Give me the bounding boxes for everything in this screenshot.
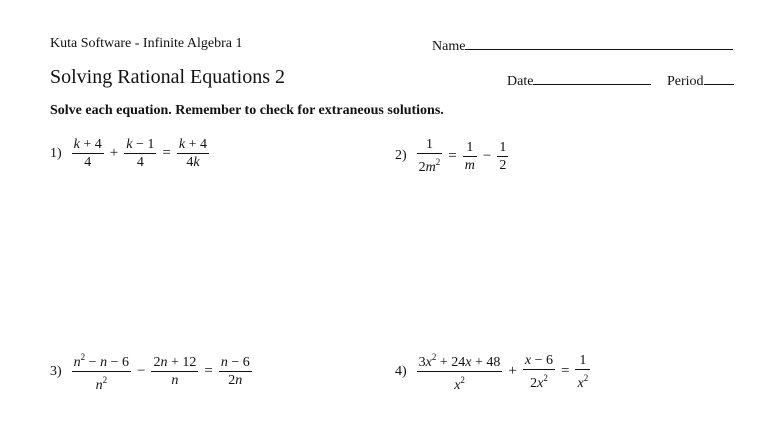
fraction — [124, 136, 156, 171]
denominator: $x^2$ — [577, 372, 589, 391]
fraction — [463, 139, 477, 174]
numerator: 1 — [425, 137, 433, 152]
denominator: $n^2$ — [95, 375, 108, 393]
problem-number: 3) — [50, 363, 62, 379]
operator: − — [136, 363, 146, 379]
numerator: 1 — [499, 139, 507, 155]
denominator: m — [464, 157, 475, 173]
numerator: k + 4 — [178, 137, 207, 152]
name-blank[interactable] — [465, 36, 733, 50]
denominator: $x^2$ — [454, 375, 465, 393]
denominator: 4 — [84, 155, 92, 170]
date-field[interactable] — [507, 71, 651, 90]
denominator: 4k — [186, 155, 200, 170]
problem-number: 2) — [395, 148, 407, 163]
fraction — [575, 352, 590, 392]
fraction — [72, 349, 131, 394]
date-blank[interactable] — [533, 71, 651, 85]
operator: + — [508, 363, 517, 379]
numerator: $n^2 - n - 6$ — [73, 352, 129, 370]
fraction — [177, 136, 209, 171]
problem-1 — [50, 136, 211, 171]
problem-3 — [50, 349, 254, 394]
numerator: k + 4 — [73, 137, 102, 152]
problem-number: 1) — [50, 145, 62, 161]
name-field[interactable] — [432, 36, 733, 55]
operator: = — [561, 363, 570, 379]
fraction — [151, 354, 198, 389]
numerator: $3x^2 + 24x + 48$ — [418, 352, 501, 370]
operator: − — [482, 147, 492, 164]
fraction — [523, 352, 555, 392]
fraction — [497, 139, 508, 174]
operator: + — [109, 145, 119, 161]
period-label: Period — [667, 74, 704, 89]
numerator: n − 6 — [220, 355, 250, 370]
fraction — [417, 136, 443, 176]
operator: = — [204, 363, 213, 379]
name-label: Name — [432, 39, 466, 54]
denominator: 2n — [228, 373, 243, 388]
problem-4 — [395, 349, 592, 394]
denominator: 2 — [499, 157, 507, 173]
numerator: k − 1 — [126, 137, 155, 152]
denominator: $2x^2$ — [530, 372, 548, 391]
publisher-label: Kuta Software - Infinite Algebra 1 — [50, 36, 243, 51]
denominator: $2m^2$ — [418, 157, 441, 175]
period-blank[interactable] — [704, 71, 734, 85]
numerator: 1 — [466, 139, 474, 155]
fraction — [219, 354, 252, 389]
operator: = — [448, 147, 457, 164]
problem-2 — [395, 136, 510, 176]
fraction — [417, 349, 503, 394]
numerator: x − 6 — [524, 352, 554, 368]
problem-number: 4) — [395, 363, 407, 379]
numerator: 1 — [579, 352, 587, 368]
worksheet-title: Solving Rational Equations 2 — [50, 66, 285, 88]
instructions: Solve each equation. Remember to check for extraneous solutions. — [50, 103, 444, 118]
fraction — [72, 136, 104, 171]
denominator: 4 — [136, 155, 144, 170]
numerator: 2n + 12 — [153, 355, 197, 370]
period-field[interactable] — [667, 71, 734, 90]
operator: = — [162, 145, 171, 161]
date-label: Date — [507, 74, 534, 89]
denominator: n — [171, 373, 179, 388]
